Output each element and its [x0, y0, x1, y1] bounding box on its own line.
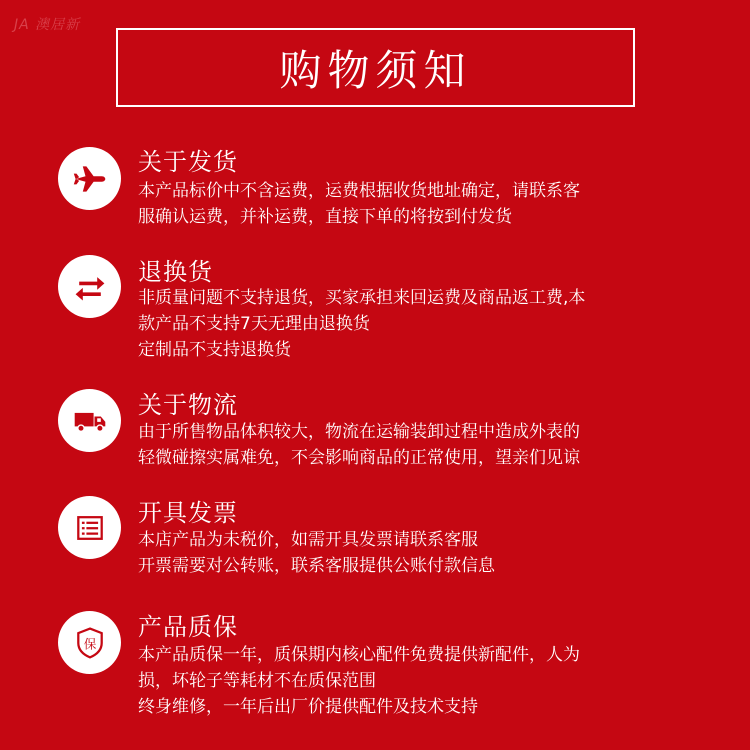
section-text-line: 定制品不支持退换货	[138, 340, 291, 360]
invoice-icon	[58, 496, 121, 559]
section-text-line: 终身维修，一年后出厂价提供配件及技术支持	[138, 697, 478, 717]
section-heading: 退换货	[138, 258, 213, 286]
section-text-line: 轻微碰擦实属难免，不会影响商品的正常使用，望亲们见谅	[138, 448, 580, 468]
warranty-badge-text: 保	[83, 635, 96, 651]
section-text-line: 由于所售物品体积较大，物流在运输装卸过程中造成外表的	[138, 422, 580, 442]
section-text-line: 本产品质保一年，质保期内核心配件免费提供新配件，人为	[138, 645, 580, 665]
watermark-logo: JA 澳居新	[14, 17, 81, 33]
section-text-line: 款产品不支持7天无理由退换货	[138, 314, 370, 334]
section-text-line: 本产品标价中不含运费，运费根据收货地址确定，请联系客	[138, 181, 580, 201]
section-text-line: 本店产品为未税价，如需开具发票请联系客服	[138, 530, 478, 550]
section-logistics	[0, 385, 750, 495]
section-warranty	[0, 605, 750, 715]
section-text-line: 非质量问题不支持退货，买家承担来回运费及商品返工费,本	[138, 288, 586, 308]
airplane-icon	[58, 147, 121, 210]
page-title: 购物须知	[279, 45, 472, 95]
page-title-box	[116, 28, 635, 107]
section-heading: 产品质保	[138, 613, 238, 641]
swap-arrows-icon	[58, 255, 121, 318]
section-returns	[0, 250, 750, 360]
section-text-line: 服确认运费，并补运费，直接下单的将按到付发货	[138, 207, 512, 227]
section-heading: 关于物流	[138, 391, 238, 419]
section-heading: 开具发票	[138, 499, 238, 527]
section-heading: 关于发货	[138, 148, 238, 176]
warranty-shield-icon	[58, 611, 121, 674]
truck-icon	[58, 389, 121, 452]
section-shipping	[0, 140, 750, 250]
section-text-line: 开票需要对公转账，联系客服提供公账付款信息	[138, 556, 495, 576]
section-text-line: 损，坏轮子等耗材不在质保范围	[138, 671, 376, 691]
section-invoice	[0, 493, 750, 603]
